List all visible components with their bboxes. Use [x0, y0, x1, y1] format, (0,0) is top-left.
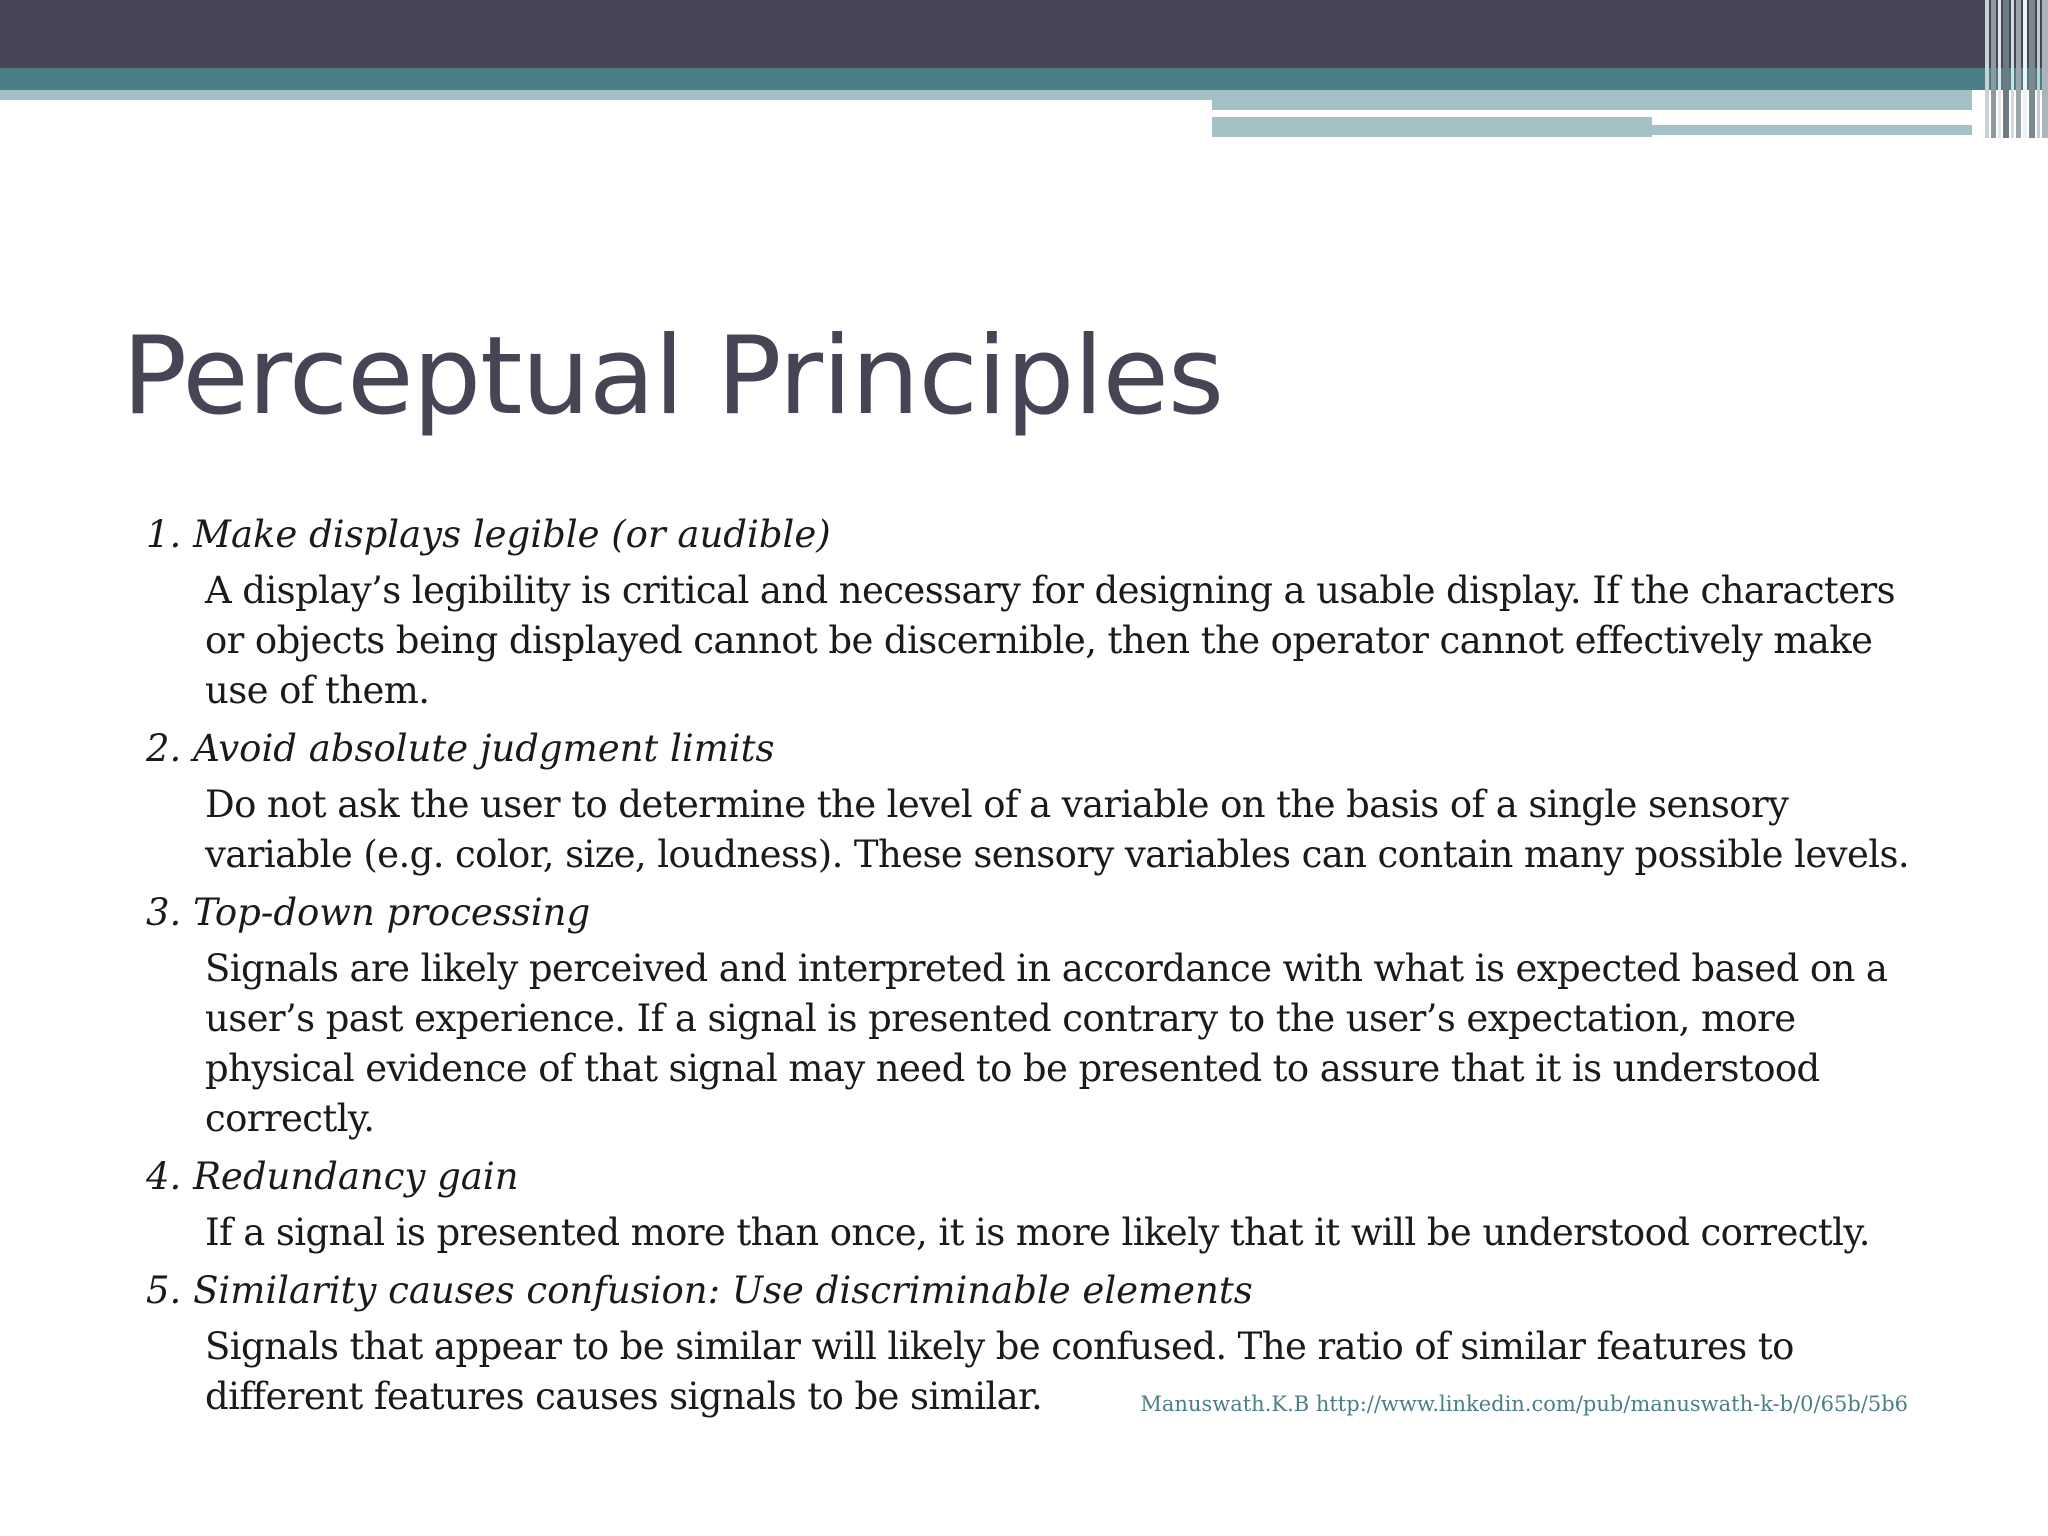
header-right-light-bar-end: [1652, 125, 1972, 135]
header-teal-bar: [0, 68, 2048, 90]
stripe: [2037, 0, 2040, 138]
principle-heading: 3. Top-down processing: [146, 891, 591, 934]
stripe: [2029, 0, 2035, 138]
stripe: [2003, 0, 2009, 138]
header-right-light-bar: [1212, 90, 1972, 110]
principle-heading: 1. Make displays legible (or audible): [146, 513, 831, 556]
header-dark-bar: [0, 0, 2048, 68]
stripe: [2016, 0, 2021, 138]
footer-credit: Manuswath.K.B http://www.linkedin.com/pub/manuswath-k-b/0/65b/5b6: [1140, 1392, 1908, 1416]
stripe: [1991, 0, 1996, 138]
stripe: [1985, 0, 1989, 138]
principle-heading: 4. Redundancy gain: [146, 1155, 519, 1198]
header-right-light-bar-lower: [1212, 117, 1652, 137]
stripe: [2042, 0, 2048, 138]
principle-body: If a signal is presented more than once, it is more likely that it will be understood correctly.: [205, 1211, 1870, 1254]
stripe: [2023, 0, 2027, 138]
principle-body: Do not ask the user to determine the level of a variable on the basis of a single sensory variable (e.g. color, size, loudness). These sensory variables can contain many possible levels.: [205, 783, 1910, 876]
principle-body: Signals are likely perceived and interpreted in accordance with what is expected based on a user’s past experience. If a signal is presented contrary to the user’s expectation, more physical evidence of that signal may need to be presented to assure that it is understood correctly.: [205, 947, 1888, 1140]
principle-body: A display’s legibility is critical and necessary for designing a usable display. If the characters or objects being displayed cannot be discernible, then the operator cannot effectively make use of them.: [205, 569, 1895, 712]
header-light-bar: [0, 90, 1212, 100]
principle-body: Signals that appear to be similar will likely be confused. The ratio of similar features to different features causes signals to be similar.: [205, 1325, 1794, 1418]
stripe: [1998, 0, 2001, 138]
principle-heading: 5. Similarity causes confusion: Use discriminable elements: [146, 1269, 1253, 1312]
principles-list: [146, 510, 1936, 1430]
stripe: [2011, 0, 2014, 138]
principle-heading: 2. Avoid absolute judgment limits: [146, 727, 775, 770]
slide-title: Perceptual Principles: [122, 314, 1224, 439]
header-stripes: [1985, 0, 2048, 138]
